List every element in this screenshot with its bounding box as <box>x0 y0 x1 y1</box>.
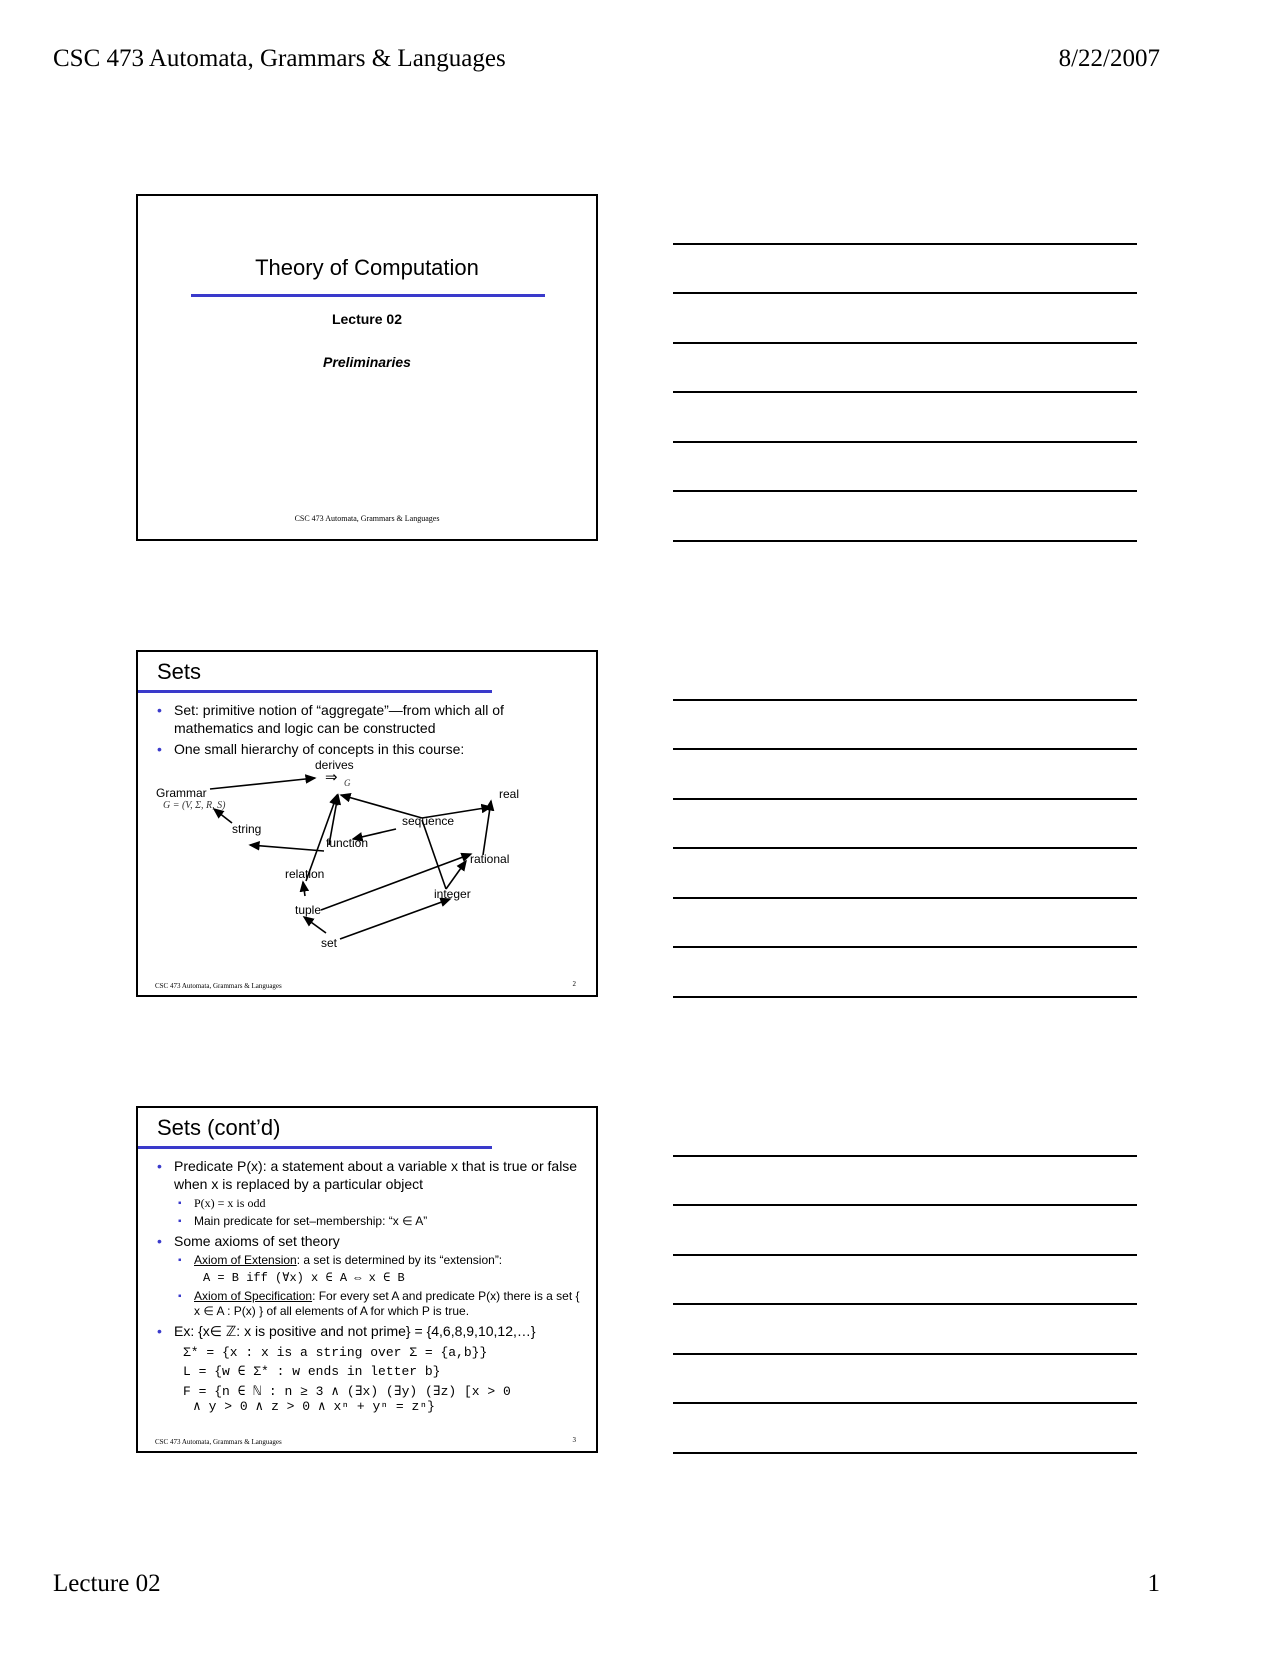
note-line <box>673 342 1137 344</box>
arrow-rational-real <box>483 801 491 855</box>
title-underline <box>191 294 545 297</box>
page-footer-page-number: 1 <box>1147 1570 1160 1597</box>
arrow-integer-sequence <box>422 820 446 889</box>
arrow-grammar-derives <box>210 778 315 789</box>
note-line <box>673 946 1137 948</box>
sub-bullet-item <box>157 1253 582 1268</box>
arrow-set-tuple <box>304 917 326 933</box>
note-line <box>673 847 1137 849</box>
node-derives: derives <box>315 758 354 772</box>
axiom-extension-text: : a set is determined by its “extension”: <box>296 1253 503 1267</box>
node-set: set <box>321 936 338 950</box>
note-line <box>673 897 1137 899</box>
slide-footer: CSC 473 Automata, Grammars & Languages <box>294 514 440 523</box>
note-line <box>673 699 1137 701</box>
sub-bullet-item: ▪ Main predicate for set–membership: “x ∈ A” <box>157 1214 582 1229</box>
node-real: real <box>499 787 520 801</box>
note-line <box>673 1204 1137 1206</box>
example-fermat-set: F = {n ∈ ℕ : n ≥ 3 ∧ (∃x) (∃y) (∃z) [x > 0 <box>183 1384 511 1399</box>
slide-subtitle: Lecture 02 <box>331 311 403 327</box>
concept-hierarchy-diagram <box>138 652 598 997</box>
bullet-item: • Predicate P(x): a statement about a variable x that is true or false when x is replaced by a particular object <box>157 1157 582 1193</box>
note-line <box>673 490 1137 492</box>
node-tuple: tuple <box>295 903 322 917</box>
note-line <box>673 540 1137 542</box>
sub-bullet-item: ▪ P(x) = x is odd <box>157 1196 582 1211</box>
page-header-date: 8/22/2007 <box>1058 45 1160 72</box>
slide-title: Theory of Computation <box>255 255 479 280</box>
slide-heading: Sets <box>157 659 202 684</box>
sub-bullet-item <box>157 1289 582 1319</box>
example-sigma-star: Σ* = {x : x is a string over Σ = {a,b}} <box>183 1345 488 1360</box>
note-line <box>673 243 1137 245</box>
node-derives-arrow: ⇒ <box>325 769 338 786</box>
arrow-tuple-relation <box>303 882 305 896</box>
note-line <box>673 1155 1137 1157</box>
arrow-tuple-rational <box>321 854 471 910</box>
node-grammar: Grammar <box>156 786 207 800</box>
arrow-set-integer <box>340 899 450 939</box>
bullet-item: • Ex: {x∈ ℤ: x is positive and not prime} = {4,6,8,9,10,12,…} <box>157 1322 582 1340</box>
axiom-extension-label: Axiom of Extension <box>194 1253 297 1267</box>
arrow-function-string <box>250 845 324 851</box>
note-line <box>673 292 1137 294</box>
example-fermat-set-cont: ∧ y > 0 ∧ z > 0 ∧ xⁿ + yⁿ = zⁿ} <box>193 1399 435 1414</box>
slide-number: 2 <box>572 980 576 988</box>
axiom-specification-text: : For every set A and predicate P(x) there is a set { x ∈ A : P(x) } of all elements of A for which P is true. <box>194 1289 580 1318</box>
node-derives-sub: G <box>344 778 351 788</box>
node-function: function <box>326 836 369 850</box>
note-line <box>673 391 1137 393</box>
note-line <box>673 441 1137 443</box>
arrow-integer-rational <box>446 861 466 889</box>
note-line <box>673 996 1137 998</box>
arrow-grammar-string <box>214 809 232 823</box>
slide-1 <box>136 194 598 541</box>
page-header-title: CSC 473 Automata, Grammars & Languages <box>53 45 506 72</box>
slide-footer: CSC 473 Automata, Grammars & Languages <box>155 1438 282 1446</box>
slide-number: 3 <box>572 1436 576 1444</box>
node-string: string <box>232 822 262 836</box>
node-grammar-def: G = (V, Σ, R, S) <box>163 800 226 811</box>
page-footer-lecture: Lecture 02 <box>53 1570 161 1597</box>
note-line <box>673 798 1137 800</box>
heading-underline <box>138 1146 492 1149</box>
slide-footer: CSC 473 Automata, Grammars & Languages <box>155 982 282 990</box>
bullet-item: • One small hierarchy of concepts in this course: <box>157 740 582 758</box>
bullet-item: • Some axioms of set theory <box>157 1232 582 1250</box>
note-line <box>673 1402 1137 1404</box>
node-integer: integer <box>434 887 471 901</box>
note-line <box>673 1452 1137 1454</box>
slide-subsubtitle: Preliminaries <box>323 354 411 370</box>
note-line <box>673 748 1137 750</box>
note-line <box>673 1254 1137 1256</box>
slide-heading: Sets (cont’d) <box>157 1115 281 1140</box>
note-line <box>673 1303 1137 1305</box>
node-rational: rational <box>470 852 510 866</box>
extension-formula: A = B iff (∀x) x ∈ A ⇔ x ∈ B <box>203 1271 405 1285</box>
axiom-specification-label: Axiom of Specification <box>194 1289 313 1303</box>
node-relation: relation <box>285 867 325 881</box>
example-language-l: L = {w ∈ Σ* : w ends in letter b} <box>183 1364 441 1379</box>
bullet-item: • Set: primitive notion of “aggregate”—from which all of mathematics and logic can be constructed <box>157 701 582 737</box>
slide-2 <box>136 650 598 997</box>
note-line <box>673 1353 1137 1355</box>
node-sequence: sequence <box>402 814 455 828</box>
bullet-list <box>157 1157 582 1414</box>
slide-3 <box>136 1106 598 1453</box>
